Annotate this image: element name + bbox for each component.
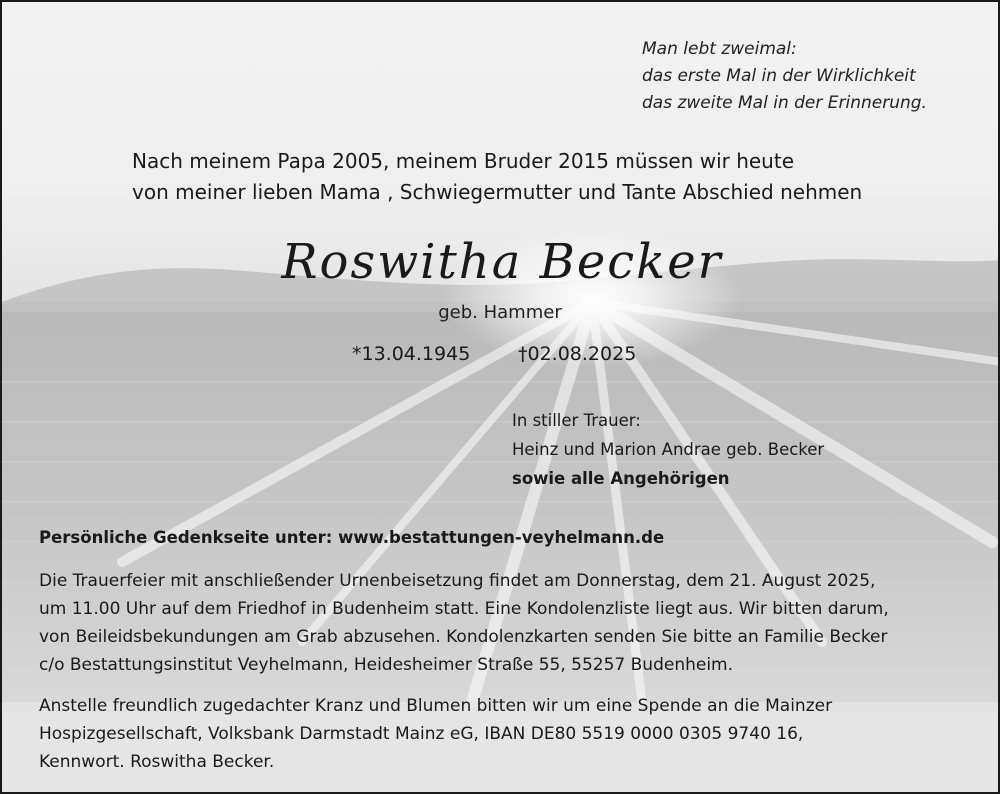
motto-line: das zweite Mal in der Erinnerung. xyxy=(642,93,927,113)
motto-quote xyxy=(642,36,927,117)
intro-text xyxy=(132,146,862,208)
funeral-line: um 11.00 Uhr auf dem Friedhof in Budenheim statt. Eine Kondolenzliste liegt aus. Wir bitten darum, xyxy=(39,599,889,619)
mourners-others: sowie alle Angehörigen xyxy=(512,469,730,488)
birth-date: *13.04.1945 xyxy=(352,343,471,365)
donation-line: Hospizgesellschaft, Volksbank Darmstadt Mainz eG, IBAN DE80 5519 0000 0305 9740 16, xyxy=(39,724,804,744)
death-date: †02.08.2025 xyxy=(518,343,637,365)
mourners-heading: In stiller Trauer: xyxy=(512,411,641,430)
intro-line: von meiner lieben Mama , Schwiegermutter und Tante Abschied nehmen xyxy=(132,180,863,204)
memorial-page-link[interactable]: Persönliche Gedenkseite unter: www.bestattungen-veyhelmann.de xyxy=(39,528,665,547)
intro-line: Nach meinem Papa 2005, meinem Bruder 2015 müssen wir heute xyxy=(132,149,795,173)
funeral-notice xyxy=(39,567,889,679)
donation-notice xyxy=(39,692,832,776)
donation-line: Kennwort. Roswitha Becker. xyxy=(39,752,275,772)
donation-line: Anstelle freundlich zugedachter Kranz und Blumen bitten wir um eine Spende an die Mainzer xyxy=(39,696,833,716)
funeral-line: von Beileidsbekundungen am Grab abzusehen. Kondolenzkarten senden Sie bitte an Familie Becker xyxy=(39,627,888,647)
mourners-block xyxy=(512,406,824,493)
motto-line: Man lebt zweimal: xyxy=(642,39,797,59)
mourners-family: Heinz und Marion Andrae geb. Becker xyxy=(512,440,825,459)
funeral-line: c/o Bestattungsinstitut Veyhelmann, Heidesheimer Straße 55, 55257 Budenheim. xyxy=(39,655,734,675)
life-dates xyxy=(352,343,662,365)
motto-line: das erste Mal in der Wirklichkeit xyxy=(642,66,916,86)
birth-name: geb. Hammer xyxy=(438,302,562,323)
deceased-name: Roswitha Becker xyxy=(281,234,723,290)
funeral-line: Die Trauerfeier mit anschließender Urnenbeisetzung findet am Donnerstag, dem 21. August 2025, xyxy=(39,571,876,591)
